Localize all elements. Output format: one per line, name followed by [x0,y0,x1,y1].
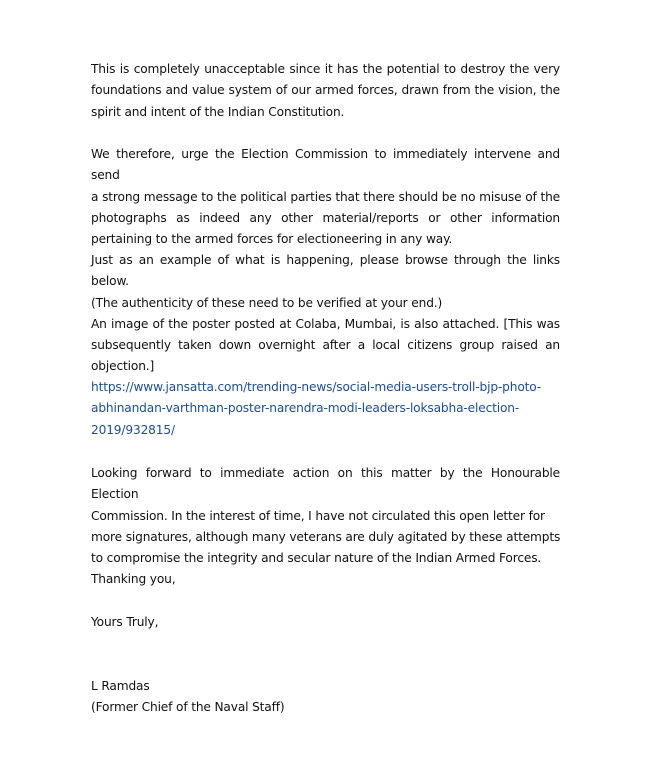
text-line: Just as an example of what is happening, please browse through the links below. [91,253,560,289]
text-line: An image of the poster posted at Colaba, Mumbai, is also attached. [This was [91,316,560,331]
text-line: spirit and intent of the Indian Constitution. [91,104,345,119]
text-line: foundations and value system of our armed forces, drawn from the vision, the [91,83,560,98]
text-line: photographs as indeed any other material/reports or other information [91,210,560,225]
text-line: a strong message to the political parties that there should be no misuse of the [91,189,560,204]
text-line: to compromise the integrity and secular nature of the Indian Armed Forces. [91,551,542,566]
text-line: subsequently taken down overnight after a local citizens group raised an [91,338,560,353]
news-link-line[interactable]: abhinandan-varthman-poster-narendra-modi-leaders-loksabha-election- [91,401,520,416]
valediction [91,612,560,633]
closing-thanks [91,569,560,590]
text-line: pertaining to the armed forces for electioneering in any way. [91,232,453,247]
text-line: more signatures, although many veterans are duly agitated by these attempts [91,529,561,544]
text-line: This is completely unacceptable since it has the potential to destroy the very [91,62,560,76]
paragraph-urge-commission [91,144,560,250]
text-line: We therefore, urge the Election Commission to immediately intervene and send [91,147,560,183]
text-line: Thanking you, [91,572,176,586]
paragraph-example [91,250,560,378]
text-line: objection.] [91,359,155,374]
signature-block [91,676,560,719]
signatory-title: (Former Chief of the Naval Staff) [91,700,285,715]
news-link[interactable] [91,377,560,441]
text-line: Yours Truly, [91,615,159,629]
paragraph-looking-forward [91,463,560,569]
signatory-name: L Ramdas [91,679,150,693]
text-line: (The authenticity of these need to be verified at your end.) [91,295,443,310]
text-line: Commission. In the interest of time, I have not circulated this open letter for [91,508,545,523]
paragraph-unacceptable [91,59,560,123]
news-link-line[interactable]: 2019/932815/ [91,422,175,437]
text-line: Looking forward to immediate action on this matter by the Honourable Election [91,466,560,502]
news-link-line[interactable]: https://www.jansatta.com/trending-news/social-media-users-troll-bjp-photo- [91,380,542,394]
